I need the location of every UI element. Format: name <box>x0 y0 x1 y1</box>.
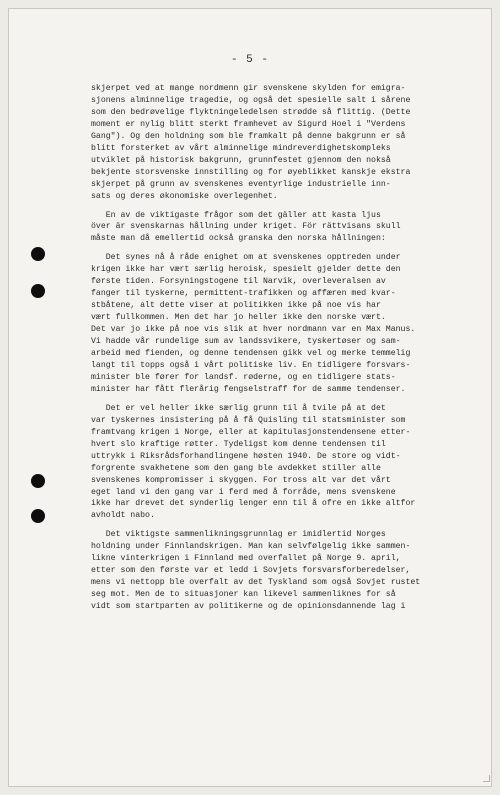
binder-hole <box>31 509 45 523</box>
binder-hole <box>31 247 45 261</box>
text-line: blitt forsterket av vårt alminnelige mindreverdighetskompleks <box>91 143 391 153</box>
paragraph-gap <box>91 203 475 210</box>
text-line: var tyskernes insistering på å få Quisling til statsminister som <box>91 415 406 425</box>
text-line: sjonens alminnelige tragedie, og også det spesielle salt i sårene <box>91 95 411 105</box>
text-line: Vi hadde vår rundelige sum av landssvikere, tyskertøser og sam- <box>91 337 401 347</box>
text-line: sats og deres økonomiske overlegenhet. <box>91 191 278 201</box>
text-line: måste man då emellertid också granska den norska hållningen: <box>91 234 386 244</box>
paragraph <box>91 210 475 246</box>
text-line: krigen ikke har vært særlig heroisk, spesielt gjelder dette den <box>91 265 401 275</box>
text-line: etter som den første var et ledd i Sovjets forsvarsforberedelser, <box>91 566 411 576</box>
text-line: likne vinterkrigen i Finnland med overfallet på Norge 9. april, <box>91 554 401 564</box>
text-line: utviklet på historisk bakgrunn, grunnfestet gjennom den nokså <box>91 155 391 165</box>
text-line: eget land vi den gang var i ferd med å forråde, mens svenskene <box>91 487 396 497</box>
text-line: Det var jo ikke på noe vis slik at hver nordmann var en Max Manus. <box>91 325 416 335</box>
text-line: hvert slo kraftige røtter. Tydeligst kom denne tendensen til <box>91 439 386 449</box>
text-line: holdning under Finnlandskrigen. Man kan selvfølgelig ikke sammen- <box>91 542 411 552</box>
page-corner-mark <box>483 775 490 782</box>
text-line: forgrente svakhetene som den gang ble avdekket stiller alle <box>91 463 381 473</box>
binder-hole <box>31 474 45 488</box>
text-line: Det viktigste sammenlikningsgrunnlag er imidlertid Norges <box>91 530 386 540</box>
paragraph <box>91 403 475 523</box>
typewritten-body <box>91 83 475 613</box>
paragraph-gap <box>91 522 475 529</box>
text-line: vidt som startparten av politikerne og de opinionsdannende lag i <box>91 602 406 612</box>
paragraph-gap <box>91 245 475 252</box>
text-line: mens vi nettopp ble overfalt av det Tyskland som også Sovjet rustet <box>91 578 421 588</box>
document-page <box>8 8 492 787</box>
paragraph <box>91 83 475 203</box>
text-line: Det synes nå å råde enighet om at svenskenes opptreden under <box>91 253 401 263</box>
paragraph-gap <box>91 396 475 403</box>
text-line: Det er vel heller ikke særlig grunn til å tvile på at det <box>91 403 386 413</box>
text-line: framtvang krigen i Norge, eller at kapitulasjonstendensene etter- <box>91 427 411 437</box>
text-line: avholdt nabo. <box>91 511 155 521</box>
text-line: vært fullkommen. Men det har jo heller ikke den norske vært. <box>91 313 386 323</box>
text-line: Gang"). Og den holdning som ble framkalt på denne bakgrunn er så <box>91 131 406 141</box>
text-line: seg mot. Men de to situasjoner kan likevel sammenliknes for så <box>91 590 396 600</box>
text-line: arbeid med fienden, og denne tendensen gikk vel og merke temmelig <box>91 349 411 359</box>
text-line: ikke har drevet det synderlig lenger enn til å ofre en ikke altfor <box>91 499 416 509</box>
text-line: minister har fått flerårig fengselstraff for de samme tendenser. <box>91 384 406 394</box>
paragraph <box>91 529 475 613</box>
text-line: fanger til tyskerne, permittent-trafikken og affæren med kvar- <box>91 289 396 299</box>
text-line: som den bedrøvelige flyktningeledelsen strødde så flittig. (Dette <box>91 107 411 117</box>
text-line: över är svenskarnas hållning under kriget. För rättvisans skull <box>91 222 401 232</box>
page-number: - 5 - <box>230 54 269 66</box>
text-line: skjerpet på grunn av svenskenes eventyrlige industrielle inn- <box>91 179 391 189</box>
text-line: skjerpet ved at mange nordmenn gir svenskene skylden for emigra- <box>91 84 406 93</box>
binder-hole <box>31 284 45 298</box>
paragraph <box>91 252 475 395</box>
text-line: bekjente storsvenske innstilling og for øyeblikket kanskje ekstra <box>91 167 411 177</box>
text-line: uttrykk i Riksrådsforhandlingene høsten 1940. De store og vidt- <box>91 451 401 461</box>
text-line: svenskenes kompromisser i skyggen. For tross alt var det vårt <box>91 475 391 485</box>
text-line: langt til topps også i vårt politiske liv. En tidligere forsvars- <box>91 360 411 370</box>
text-line: moment er nylig blitt sterkt framhevet av Sigurd Hoel i "Verdens <box>91 119 406 129</box>
text-line: stbåtene, alt dette viser at politikken ikke på noe vis har <box>91 301 381 311</box>
text-line: En av de viktigaste frågor som det gäller att kasta ljus <box>91 210 381 220</box>
text-line: første tiden. Forsyningstogene til Narvik, overleveralsen av <box>91 277 386 287</box>
text-line: minister ble fører for landsf. røderne, og en tidligere stats- <box>91 372 396 382</box>
